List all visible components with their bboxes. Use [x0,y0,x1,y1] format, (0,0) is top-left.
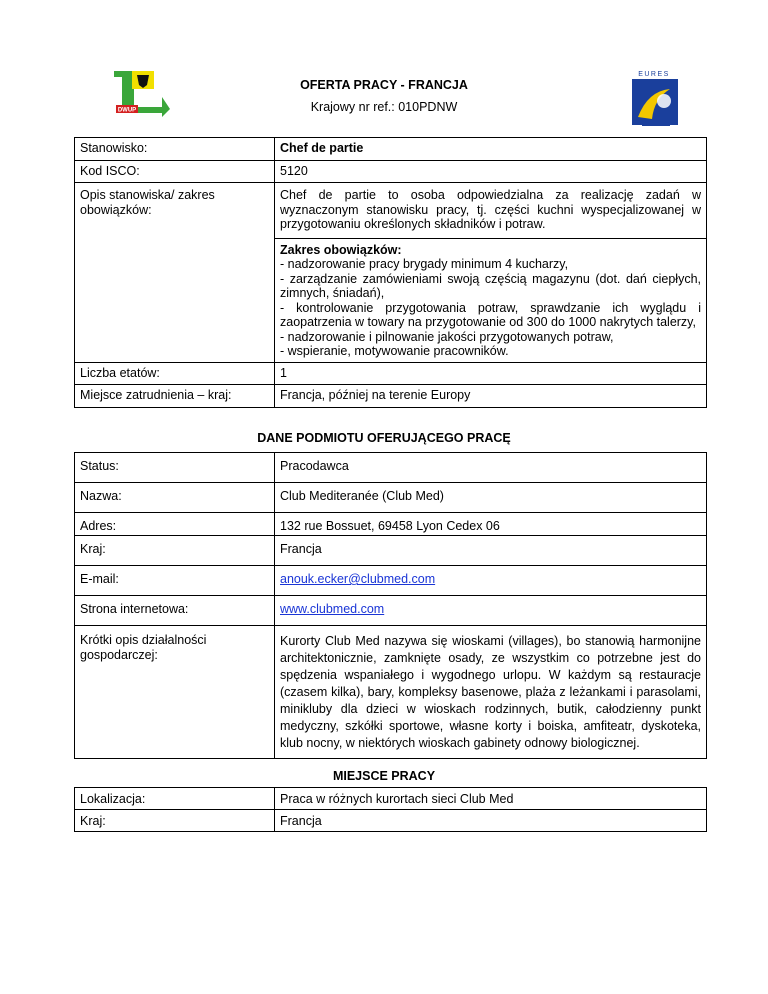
workplace-country-value: Francja [275,810,707,832]
reference-number: Krajowy nr ref.: 010PDNW [310,100,458,114]
position-value: Chef de partie [275,138,707,161]
row-label: Stanowisko: [75,138,275,161]
duty-item: - nadzorowanie pracy brygady minimum 4 kucharzy, [280,257,569,271]
headcount-value: 1 [275,362,707,385]
table-row [75,453,707,483]
duty-item: - kontrolowanie przygotowania potraw, sprawdzanie ich wyglądu i zaopatrzenia w towary na przygotowanie od 300 do 1000 nakrytych talerzy, [280,300,701,329]
table-row [75,138,707,161]
duty-item: - nadzorowanie i pilnowanie jakości przygotowanych potraw, [280,329,614,344]
workplace-table [74,787,707,832]
employer-table [74,452,707,759]
table-row [75,596,707,626]
table-row [75,566,707,596]
table-row [75,362,707,385]
duties-cell [275,238,707,362]
row-label: Kod ISCO: [75,160,275,183]
description-value: Chef de partie to osoba odpowiedzialna za realizację zadań w wyznaczonym stanowisku pracy, tj. części kuchni wyspecjalizowanej w przygotowaniu określonych składników i potraw. [275,183,707,239]
duty-item: - wspieranie, motywowanie pracowników. [280,344,509,358]
row-label: Kraj: [75,536,275,566]
country-value: Francja, później na terenie Europy [275,385,707,408]
table-row [75,483,707,513]
business-description-value: Kurorty Club Med nazywa się wioskami (villages), bo stanowią harmonijne architektonicznie, zamknięte osady, ze wszystkim co potrzebne jest do spędzenia wspaniałego i wygodnego urlopu. W każdym są restauracje (czasem kilka), bary, kompleksy basenowe, plaża z leżankami i parasolami, minikluby dla dzieci w wioskach rodzinnych, butik, całodzienny punkt medyczny, szkółki sportowe, własne korty i boiska, amfiteatr, dyskoteka, klub nocny, w niektórych wioskach gabinety odnowy biologicznej. [275,626,707,759]
table-row [75,385,707,408]
email-link[interactable]: anouk.ecker@clubmed.com [280,572,436,586]
table-row [75,513,707,536]
row-label: Adres: [75,513,275,536]
table-row [75,626,707,759]
dwup-logo-text: DWUP [117,107,137,114]
row-label: Lokalizacja: [75,788,275,810]
table-row [75,788,707,810]
address-value: 132 rue Bossuet, 69458 Lyon Cedex 06 [275,513,707,536]
name-value: Club Mediteranée (Club Med) [275,483,707,513]
employer-country-value: Francja [275,536,707,566]
row-label: E-mail: [75,566,275,596]
duty-item: - zarządzanie zamówieniami swoją częścią magazynu (dot. dań ciepłych, zimnych, śniadań), [280,271,701,300]
website-link[interactable]: www.clubmed.com [280,602,385,616]
status-value: Pracodawca [275,453,707,483]
row-label: Kraj: [75,810,275,832]
page-title: OFERTA PRACY - FRANCJA [300,78,468,92]
table-row [75,160,707,183]
email-cell [275,566,707,596]
table-row [75,183,707,239]
isco-value: 5120 [275,160,707,183]
table-row [75,810,707,832]
row-label: Liczba etatów: [75,362,275,385]
duties-title: Zakres obowiązków: [280,242,402,257]
workplace-section-title: MIEJSCE PRACY [332,769,436,783]
row-label: Krótki opis działalności gospodarczej: [75,626,275,759]
location-value: Praca w różnych kurortach sieci Club Med [275,788,707,810]
row-label: Miejsce zatrudnienia – kraj: [75,385,275,408]
job-table [74,137,707,408]
row-label: Status: [75,453,275,483]
website-cell [275,596,707,626]
employer-section-title: DANE PODMIOTU OFERUJĄCEGO PRACĘ [257,431,511,445]
row-label: Nazwa: [75,483,275,513]
eures-logo-text: EURES [638,71,670,78]
row-label: Opis stanowiska/ zakres obowiązków: [75,183,275,363]
row-label: Strona internetowa: [75,596,275,626]
table-row [75,536,707,566]
